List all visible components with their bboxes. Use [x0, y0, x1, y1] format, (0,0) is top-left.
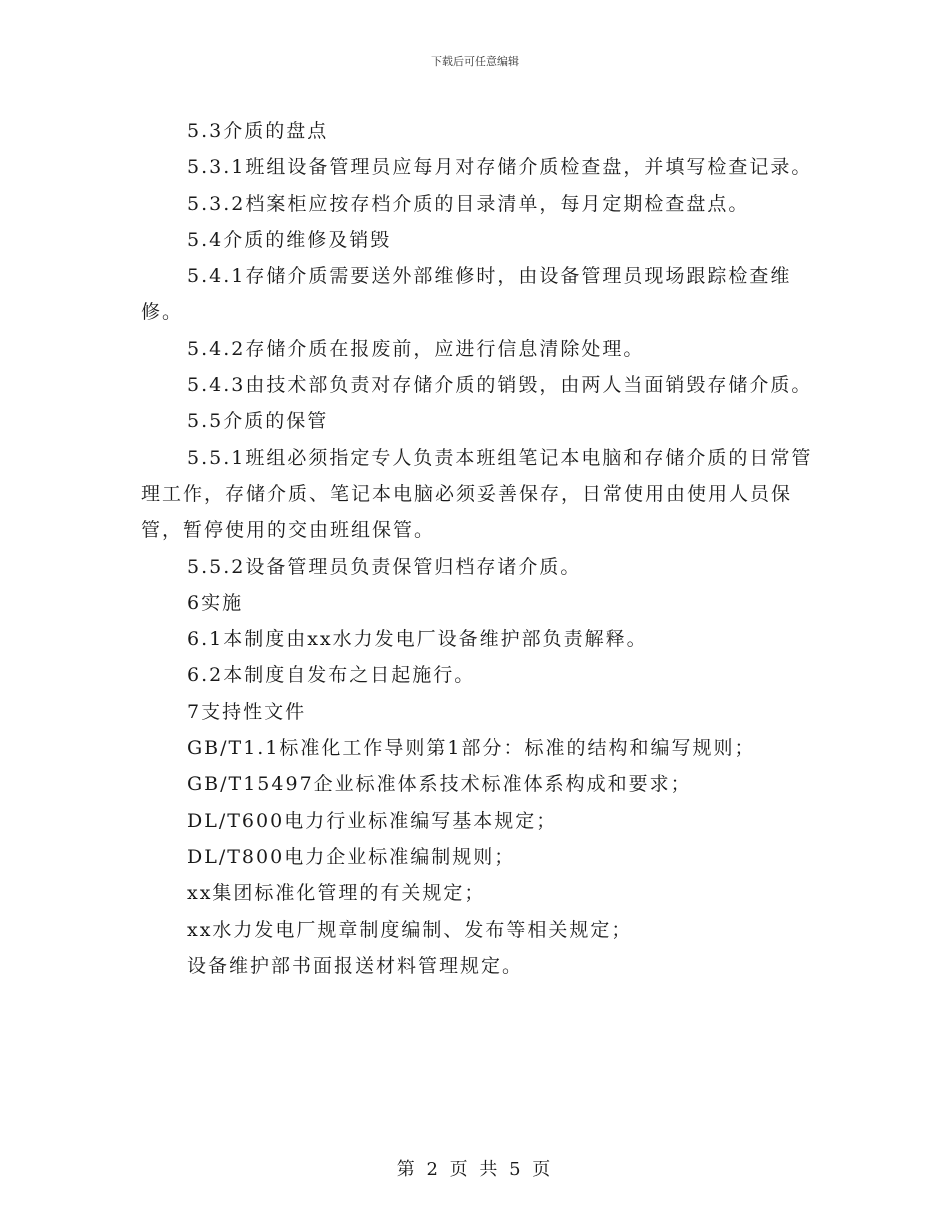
- reference-item: xx水力发电厂规章制度编制、发布等相关规定；: [187, 918, 633, 941]
- reference-item: 设备维护部书面报送材料管理规定。: [187, 954, 524, 977]
- paragraph-5-3-2: 5.3.2档案柜应按存档介质的目录清单，每月定期检查盘点。: [187, 192, 750, 215]
- paragraph-5-3-1: 5.3.1班组设备管理员应每月对存储介质检查盘，并填写检查记录。: [187, 156, 813, 179]
- reference-item: GB/T1.1标准化工作导则第1部分：标准的结构和编写规则；: [187, 737, 756, 760]
- section-heading-6: 6实施: [187, 591, 244, 614]
- paragraph-5-4-3: 5.4.3由技术部负责对存储介质的销毁，由两人当面销毁存储介质。: [187, 374, 813, 397]
- section-heading-5-3: 5.3介质的盘点: [187, 120, 329, 142]
- document-body: [141, 113, 831, 984]
- paragraph-6-1: 6.1本制度由xx水力发电厂设备维护部负责解释。: [187, 628, 648, 651]
- section-heading-7: 7支持性文件: [187, 700, 307, 723]
- paragraph-5-4-2: 5.4.2存储介质在报废前，应进行信息清除处理。: [187, 337, 645, 360]
- section-heading-5-5: 5.5介质的保管: [187, 410, 329, 433]
- reference-item: DL/T600电力行业标准编写基本规定；: [187, 809, 558, 832]
- section-heading-5-4: 5.4介质的维修及销毁: [187, 228, 392, 251]
- reference-item: DL/T800电力企业标准编制规则；: [187, 845, 516, 868]
- reference-item: xx集团标准化管理的有关规定；: [187, 882, 486, 905]
- paragraph-6-2: 6.2本制度自发布之日起施行。: [187, 664, 476, 687]
- page-header: 下载后可任意编辑: [431, 55, 519, 68]
- reference-item: GB/T15497企业标准体系技术标准体系构成和要求；: [187, 773, 692, 796]
- paragraph-5-5-1: 5.5.1班组必须指定专人负责本班组笔记本电脑和存储介质的日常管理工作，存储介质、笔记本电脑必须妥善保存，日常使用由使用人员保管，暂停使用的交由班组保管。: [141, 446, 813, 542]
- paragraph-5-4-1: 5.4.1存储介质需要送外部维修时，由设备管理员现场跟踪检查维修。: [141, 265, 792, 324]
- paragraph-5-5-2: 5.5.2设备管理员负责保管归档存诸介质。: [187, 555, 582, 578]
- page-number: 第 2 页 共 5 页: [396, 1159, 554, 1180]
